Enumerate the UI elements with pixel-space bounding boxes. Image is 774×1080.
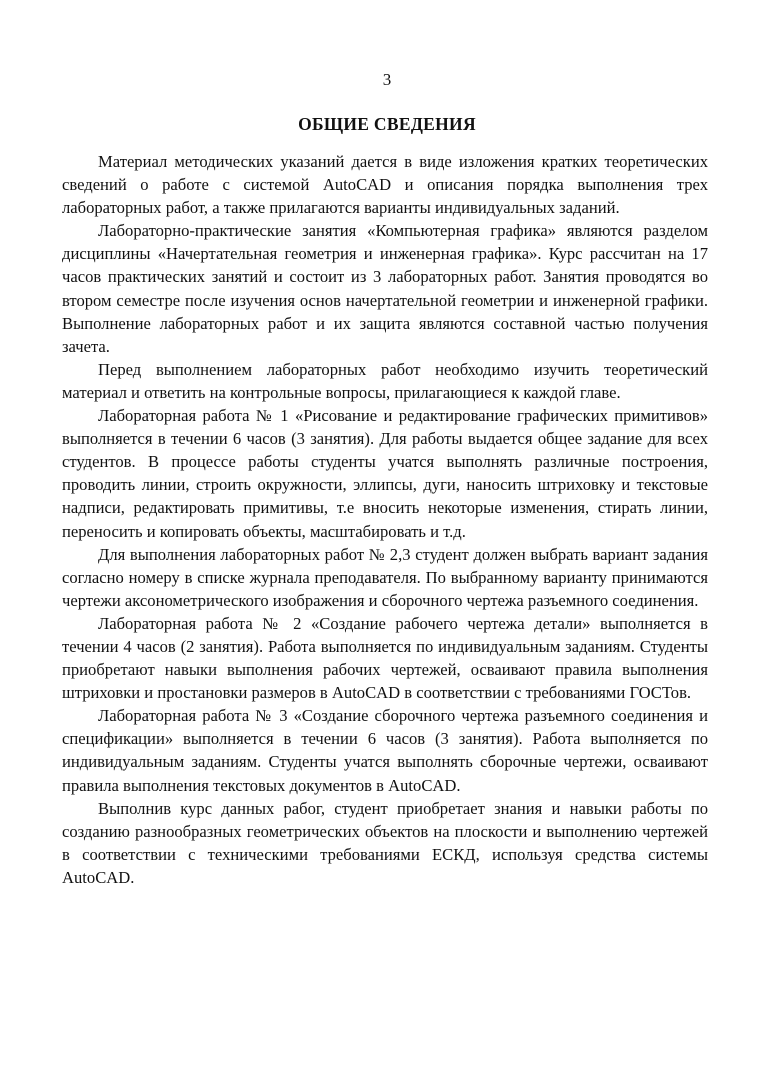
paragraph-lab-2: Лабораторная работа № 2 «Создание рабочего чертежа детали» выполняется в течении 4 часов (2 занятия). Работа выполняется по индивидуальным заданиям. Студенты приобретают навыки выполнения рабочих чертежей, осваивают правила выполнения штриховки и простановки размеров в AutoCAD в соответствии с требованиями ГОСТов.	[62, 613, 708, 703]
paragraph-variant-selection: Для выполнения лабораторных работ № 2,3 студент должен выбрать вариант задания согласно номеру в списке журнала преподавателя. По выбранному варианту принимаются чертежи аксонометрического изображения и сборочного чертежа разъемного соединения.	[62, 544, 708, 610]
section-heading: ОБЩИЕ СВЕДЕНИЯ	[298, 114, 476, 134]
page-number: 3	[382, 70, 392, 89]
paragraph-course-description: Лабораторно-практические занятия «Компьютерная графика» являются разделом дисциплины «Начертательная геометрия и инженерная графика». Курс рассчитан на 17 часов практических занятий и состоит из 3 лабораторных работ. Занятия проводятся во втором семестре после изучения основ начертательной геометрии и инженерной графики. Выполнение лабораторных работ и их защита являются составной частью получения зачета.	[62, 221, 708, 356]
paragraph-intro: Материал методических указаний дается в виде изложения кратких теоретических сведений о работе с системой AutoCAD и описания порядка выполнения трех лабораторных работ, а также прилагаются варианты индивидуальных заданий.	[62, 152, 708, 218]
paragraph-preparation: Перед выполнением лабораторных работ необходимо изучить теоретический материал и ответить на контрольные вопросы, прилагающиеся к каждой главе.	[62, 359, 708, 402]
paragraph-lab-3: Лабораторная работа № 3 «Создание сборочного чертежа разъемного соединения и спецификации» выполняется в течении 6 часов (3 занятия). Работа выполняется по индивидуальным заданиям. Студенты учатся выполнять сборочные чертежи, осваивают правила выполнения текстовых документов в AutoCAD.	[62, 706, 708, 795]
paragraph-conclusion: Выполнив курс данных рабог, студент приобретает знания и навыки работы по созданию разнообразных геометрических объектов на плоскости и выполнению чертежей в соответствии с техническими требованиями ЕСКД, используя средства системы AutoCAD.	[62, 798, 708, 887]
paragraph-lab-1: Лабораторная работа № 1 «Рисование и редактирование графических примитивов» выполняется в течении 6 часов (3 занятия). Для работы выдается общее задание для всех студентов. В процессе работы студенты учатся выполнять различные построения, проводить линии, строить окружности, эллипсы, дуги, наносить штриховку и текстовые надписи, редактировать примитивы, т.е вносить некоторые изменения, стирать линии, переносить и копировать объекты, масштабировать и т.д.	[62, 406, 708, 541]
body-text	[62, 150, 708, 889]
